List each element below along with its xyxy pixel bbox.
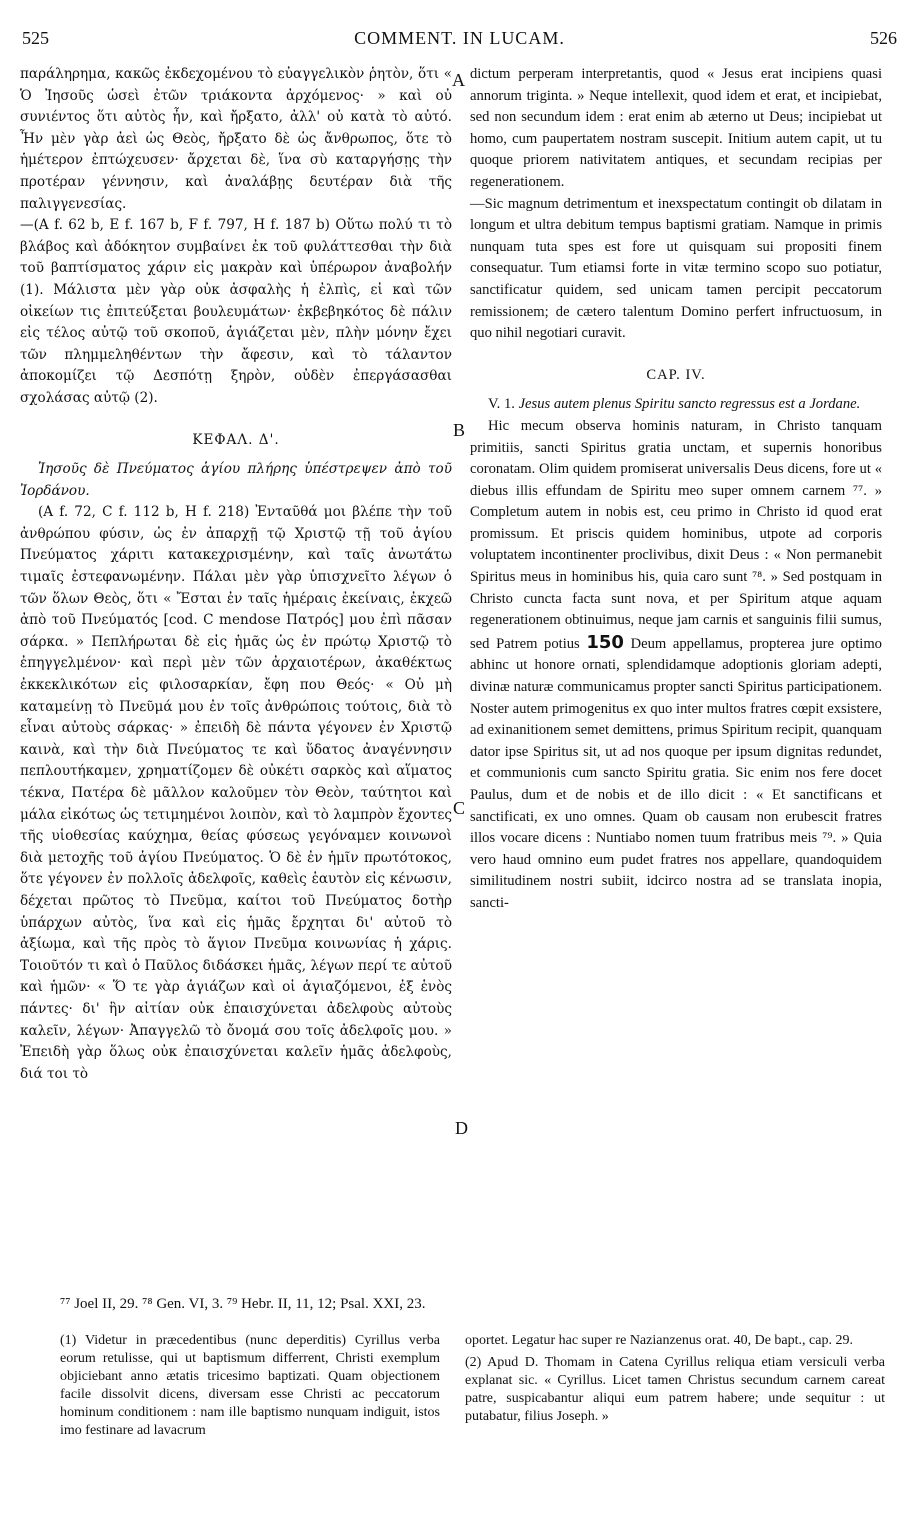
latin-paragraph-3 xyxy=(470,416,882,915)
scripture-references: ⁷⁷ Joel II, 29. ⁷⁸ Gen. VI, 3. ⁷⁹ Hebr. II, 11, 12; Psal. XXI, 23. xyxy=(60,1296,426,1312)
latin-paragraph-3b: Deum appellamus, propterea jure optimo abhinc ut honore ornati, splendidamque adoptionis gloriam adepti, divinæ naturæ communicamus propter sancti Spiritus participationem. Noster autem primogenitus ex quo inter multos fratres cœpit exsistere, ad exinanitionem semet demittens, primus Spiritum recipit, quanquam dator ipse Spiritus sit, ut ad nos quoque per ipsum dignitas redundet, et communionis cum sancto Spiritu gratia. Sic enim nos fere docet Paulus, dum et de nobis et de illo dicit : « Et sanctificans et sanctificati, ex uno omnes. Quam ob causam non erubescit fratres illos vocare dicens : Nuntiabo nomen tuum fratribus meis ⁷⁹. » Quia vero haud omnino eum pudet fratres nos appellare, quandoquidem similitudinem nostri subiit, idcirco nostra ad se translata inopia, sancti- xyxy=(470,635,882,911)
greek-column xyxy=(20,64,452,1085)
latin-paragraph-2: —Sic magnum detrimentum et inexspectatum contingit ob dilatam in longum et ultra debitum tempus baptismi gratiam. Namque in primis nunquam tuta spes est fore ut quisquam sui propositi finem consequatur. Tum etiamsi forte in vitæ termino scopo suo potiatur, sanctificatur quidem, sed unicam tamen percipit peccatorum remissionem; de cætero talentum Domino perfert infructuosum, in quo nihil negotiari curavit. xyxy=(470,195,882,342)
margin-letter-b: B xyxy=(453,420,466,440)
running-title: COMMENT. IN LUCAM. xyxy=(354,28,565,48)
right-page-number: 526 xyxy=(870,28,897,48)
margin-letter-d: D xyxy=(455,1118,468,1138)
margin-letter-a: A xyxy=(452,70,465,90)
column-number: 150 xyxy=(586,631,624,653)
footnote-2: (2) Apud D. Thomam in Catena Cyrillus reliqua etiam versiculi verba explanat sic. « Cyrillus. Licet tamen Christus secundum carnem careat patre, suspicabantur aliqui eum patrem habere; unde sequitur : ut putabatur, filius Joseph. » xyxy=(465,1355,885,1424)
footnote-1-continued: oportet. Legatur hac super re Nazianzenus orat. 40, De bapt., cap. 29. xyxy=(465,1333,853,1348)
greek-paragraph-1: παράληρημα, κακῶς ἐκδεχομένου τὸ εὐαγγελικὸν ῥητὸν, ὅτι « Ὁ Ἰησοῦς ὡσεὶ ἐτῶν τριάκοντα ἀρχόμενος· » καὶ οὐ συνιέντος ὅτι αὐτὸς ἦν, καὶ ἤρξατο, ἀλλ' οὐ κατὰ τὸ αὐτό. Ἦν μὲν γὰρ ἀεὶ ὡς Θεὸς, ἤρξατο δὲ ὡς ἄνθρωπος, ὅτε τὸ ἡμέτερον ἐπτώχευσεν· ἄρχεται δὲ, ἵνα σὺ καταργήσῃς τὴν προτέραν γέννησιν, καὶ ἀναλάβῃς δευτέραν διὰ τῆς παλιγγενεσίας. xyxy=(20,66,452,212)
latin-column xyxy=(470,64,882,915)
greek-chapter-heading: ΚΕΦΑΛ. Δ'. xyxy=(192,431,280,448)
latin-paragraph-3a: Hic mecum observa hominis naturam, in Christo tanquam primitiis, sancti Spiritus gratia unctam, et supernis honoribus coronatam. Olim quidem promiserat universalis Deus dicens, fore ut « diebus illis effundam de Spiritu meo super omnem carnem ⁷⁷. » Completum autem in nobis est, ceu primo in Christo id quod erat promissum. Et priscis quidem hominibus, utpote ad corporis voluptatem incontinenter proclivibus, dixit Deus : « Non permanebit Spiritus meus in hominibus his, quia caro sunt ⁷⁸. » Sed postquam in Christo cuncta facta sunt nova, et per Spiritum atque aquam regenerationem obtinuimus, neque jam carnis et sanguinis filii sumus, sed Patrem potius xyxy=(470,417,882,652)
greek-lemma: Ἰησοῦς δὲ Πνεύματος ἁγίου πλήρης ὑπέστρεψεν ἀπὸ τοῦ Ἰορδάνου. xyxy=(20,461,452,499)
margin-letter-c: C xyxy=(453,798,466,818)
footnote-1: (1) Videtur in præcedentibus (nunc deperditis) Cyrillus verba eorum retulisse, qui ut baptismum differrent, Christi exemplum objiciebant anno ætatis tricesimo baptizati. Quam objectionem facile dissolvit dicens, diversam esse Christi ac peccatorum hominum conditionem : nam ille baptismo nunquam indiguit, istos imo festinare ad lavacrum xyxy=(60,1333,440,1438)
latin-lemma xyxy=(470,394,882,416)
latin-chapter-heading: CAP. IV. xyxy=(646,366,706,383)
latin-paragraph-1: dictum perperam interpretantis, quod « Jesus erat incipiens quasi annorum triginta. » Neque intellexit, quod idem et erat, et incipiebat, sed non secundum idem : erat enim ab æterno ut Deus; incipiebat ut homo, cum paupertatem nostram suscepit. Initium autem capit, ut tu quoque priorem nativitatem antiques, et secundam recipias per regenerationem. xyxy=(470,66,882,190)
latin-lemma-text: Jesus autem plenus Spiritu sancto regressus est a Jordane. xyxy=(518,396,861,413)
greek-paragraph-3: (A f. 72, C f. 112 b, H f. 218) Ἐνταῦθά μοι βλέπε τὴν τοῦ ἀνθρώπου φύσιν, ὡς ἐν ἀπαρχῇ τῷ Χριστῷ τῇ τοῦ ἁγίου Πνεύματος χάριτι κατακεχρισμένην, καὶ ταῖς ἀνωτάτω τιμαῖς ἐστεφανωμένην. Πάλαι μὲν γὰρ ὑπισχνεῖτο λέγων ὁ τῶν ὅλων Θεὸς, ὅτι « Ἔσται ἐν ταῖς ἡμέραις ἐκείναις, ἐκχεῶ ἀπὸ τοῦ Πνεύματός [cod. C mendose Πατρός] μου ἐπὶ πᾶσαν σάρκα. » Πεπλήρωται δὲ εἰς ἡμᾶς ὡς ἐν πρώτῳ Χριστῷ τὸ ἐπηγγελμένον· καὶ περὶ μὲν τῶν ἀρχαιοτέρων, ἀκαθέκτως ἐκκεκλικότων εἰς φιλοσαρκίαν, ἔφη που Θεός· « Οὐ μὴ καταμείνῃ τὸ Πνεῦμά μου ἐν τοῖς ἀνθρώποις τούτοις, διὰ τὸ εἶναι αὐτοὺς σάρκας· » ἐπειδὴ δὲ πάντα γέγονεν ἐν Χριστῷ καινὰ, καὶ τὴν διὰ Πνεύματος τε καὶ ὕδατος ἀναγέννησιν πεπλουτήκαμεν, χρηματίζομεν δὲ οὐκέτι σαρκὸς καὶ αἵματος τέκνα, Πατέρα δὲ μᾶλλον καλοῦμεν τὸν Θεὸν, ταύτητοι καὶ μάλα εἰκότως ὡς τετιμημένοι λοιπὸν, καὶ τὸ λαμπρὸν ἔχοντες τῆς υἱοθεσίας καύχημα, θείας φύσεως γεγόναμεν κοινωνοὶ διὰ μετοχῆς τοῦ ἁγίου Πνεύματος. Ὁ δὲ ἐν ἡμῖν πρωτότοκος, ὅτε γέγονεν ἐν πολλοῖς ἀδελφοῖς, καθεὶς ἑαυτὸν εἰς κένωσιν, δέχεται πρῶτος τὸ Πνεῦμα, καίτοι τοῦ Πνεύματος δοτὴρ ὑπάρχων αὐτὸς, ἵνα καὶ εἰς ἡμᾶς ἔρχηται δι' αὐτοῦ τὸ ἀξίωμα, καὶ τῆς πρὸς τὸ ἅγιον Πνεῦμα κοινωνίας ἡ χάρις. Τοιοῦτόν τι καὶ ὁ Παῦλος διδάσκει ἡμᾶς, λέγων περί τε αὐτοῦ καὶ ἡμῶν· « Ὅ τε γὰρ ἁγιάζων καὶ οἱ ἁγιαζόμενοι, ἐξ ἑνὸς πάντες· δι' ἣν αἰτίαν οὐκ ἐπαισχύνεται ἀδελφοὺς αὐτοὺς καλεῖν, λέγων· Ἀπαγγελῶ τὸ ὄνομά σου τοῖς ἀδελφοῖς μου. » Ἐπειδὴ γὰρ ὅλως οὐκ ἐπαισχύνεται καλεῖν ἡμᾶς ἀδελφοὺς, διά τοι τὸ xyxy=(20,504,452,1082)
greek-paragraph-2: —(A f. 62 b, E f. 167 b, F f. 797, H f. 187 b) Οὕτω πολύ τι τὸ βλάβος καὶ ἀδόκητον συμβαίνει ἐκ τοῦ φυλάττεσθαι τὴν διὰ τοῦ βαπτίσματος χάριν εἰς μακρὰν καὶ ὑπέρωρον ἀναβολήν (1). Μάλιστα μὲν γὰρ οὐκ ἀσφαλὴς ἡ ἐλπὶς, εἰ καὶ τῶν οἰκείων τις ἐπιτεύξεται βουλευμάτων· ἐκβεβηκότος δὲ πάλιν εἰς τέλος αὐτῷ τοῦ σκοποῦ, ἁγιάζεται μὲν, πλὴν μόνην ἔχει τῶν πλημμεληθέντων τὴν ἄφεσιν, καὶ τὸ τάλαντον ἀποκομίζει τῷ Δεσπότῃ ξηρὸν, οὐδὲν ἐπεργάσασθαι σχολάσας αὐτῷ (2). xyxy=(20,217,452,406)
page-header xyxy=(0,28,919,56)
left-page-number: 525 xyxy=(22,28,49,48)
footnotes-left xyxy=(60,1332,440,1444)
footnotes-right xyxy=(465,1332,885,1430)
verse-number: V. 1. xyxy=(488,396,515,413)
